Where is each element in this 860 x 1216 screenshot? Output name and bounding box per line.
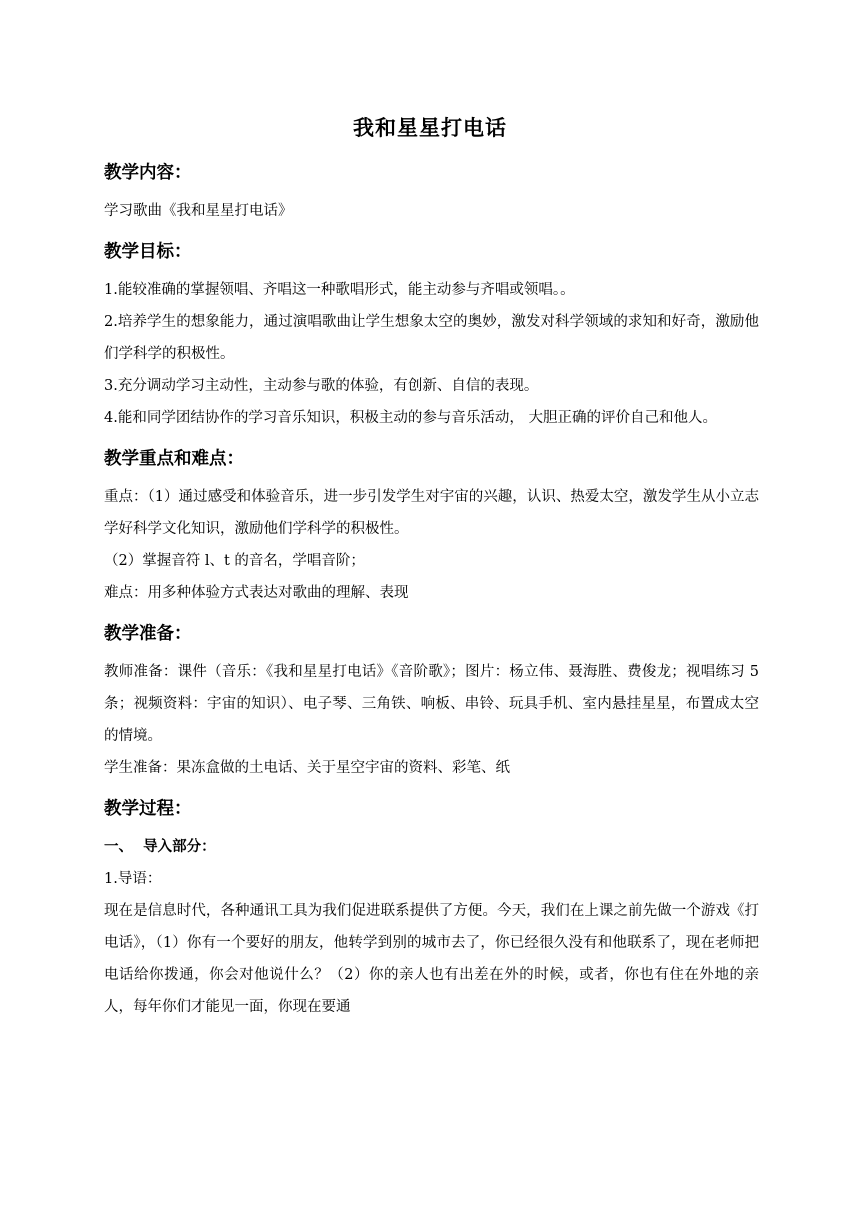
heading-teaching-process: 教学过程：: [104, 799, 192, 819]
subheading-introduction: 一、 导入部分：: [104, 839, 216, 855]
difficult-point-item: 难点：用多种体验方式表达对歌曲的理解、表现: [104, 585, 409, 601]
document-body: [104, 158, 759, 1023]
key-point-item: 重点：（1）通过感受和体验音乐，进一步引发学生对宇宙的兴趣，认识、热爱太空，激发学生从小立志学好科学文化知识，激励他们学科学的积极性。: [104, 489, 759, 537]
heading-teaching-objectives: 教学目标：: [104, 242, 192, 262]
teacher-preparation: 教师准备：课件（音乐：《我和星星打电话》《音阶歌》；图片：杨立伟、聂海胜、费俊龙；视唱练习 5 条；视频资料：宇宙的知识）、电子琴、三角铁、响板、串铃、玩具手机、室内悬挂星星，布置成太空的情境。: [104, 664, 759, 744]
objective-item: 3.充分调动学习主动性，主动参与歌的体验，有创新、自信的表现。: [104, 378, 539, 394]
heading-preparation: 教学准备：: [104, 624, 192, 644]
objective-item: 2.培养学生的想象能力，通过演唱歌曲让学生想象太空的奥妙，激发对科学领域的求知和好奇，激励他们学科学的积极性。: [104, 314, 759, 362]
key-point-item: （2）掌握音符 l、t 的音名，学唱音阶；: [104, 553, 365, 569]
heading-teaching-content: 教学内容：: [104, 163, 192, 183]
process-item: 1.导语：: [104, 871, 162, 887]
objective-item: 4.能和同学团结协作的学习音乐知识，积极主动的参与音乐活动， 大胆正确的评价自己和他人。: [104, 410, 717, 426]
heading-key-points: 教学重点和难点：: [104, 449, 244, 469]
student-preparation: 学生准备：果冻盒做的土电话、关于星空宇宙的资料、彩笔、纸: [104, 760, 510, 776]
document-title: 我和星星打电话: [353, 116, 507, 140]
teaching-content-text: 学习歌曲《我和星星打电话》: [104, 203, 293, 219]
objective-item: 1.能较准确的掌握领唱、齐唱这一种歌唱形式，能主动参与齐唱或领唱。。: [104, 282, 575, 298]
process-paragraph: 现在是信息时代，各种通讯工具为我们促进联系提供了方便。今天，我们在上课之前先做一个游戏《打电话》，（1）你有一个要好的朋友，他转学到别的城市去了，你已经很久没有和他联系了，现在老师把电话给你拨通，你会对他说什么？（2）你的亲人也有出差在外的时候，或者，你也有住在外地的亲人，每年你们才能见一面，你现在要通: [104, 903, 759, 1015]
